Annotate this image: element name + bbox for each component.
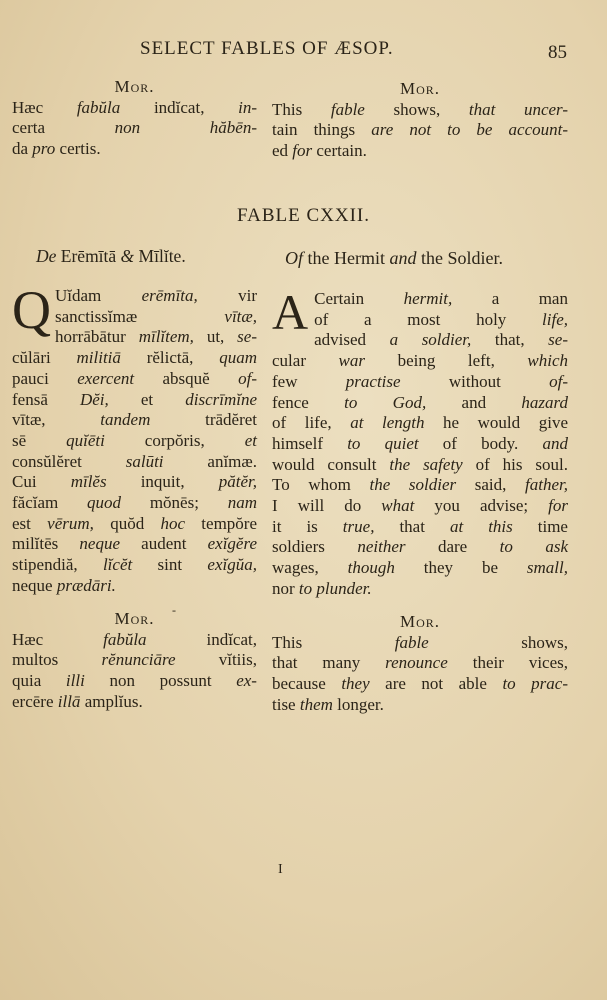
text-line: fence to God, and hazard bbox=[272, 392, 568, 412]
text-line: This fable shows, bbox=[272, 632, 568, 652]
stray-mark: - bbox=[172, 603, 176, 617]
signature-mark: I bbox=[278, 862, 283, 877]
text-line: consŭlĕret salūti anĭmæ. bbox=[12, 451, 257, 471]
moral-label: Mor. bbox=[399, 612, 441, 631]
text-line: horrābātur mīlĭtem, ut, se- bbox=[55, 327, 257, 347]
bottom-moral-latin bbox=[12, 609, 257, 713]
drop-cap: A bbox=[272, 284, 309, 340]
text-line: milĭtēs neque audent exĭgĕre bbox=[12, 534, 257, 554]
bottom-moral-english bbox=[272, 612, 568, 716]
text-line: Certain hermit, a man bbox=[314, 289, 568, 308]
text-line: of a most holy life, bbox=[314, 309, 568, 329]
text-line: it is true, that at this time bbox=[272, 516, 568, 536]
text-line: would consult the safety of his soul. bbox=[272, 454, 569, 474]
text-line: ercēre illā amplĭus. bbox=[12, 691, 143, 711]
text-line: wages, though they be small, bbox=[272, 558, 568, 578]
running-title: SELECT FABLES OF ÆSOP. bbox=[140, 38, 394, 59]
text-line: fensā Dĕi, et discrīmĭne bbox=[12, 389, 257, 409]
text-line: pauci exercent absquĕ of- bbox=[12, 368, 257, 388]
text-line: Cui mīlĕs inquit, pătĕr, bbox=[12, 472, 257, 492]
text-line: Hæc fabŭla indĭcat, bbox=[12, 629, 257, 649]
text-line: To whom the soldier said, father, bbox=[272, 475, 568, 495]
text-line: himself to quiet of body. and bbox=[272, 433, 568, 453]
text-line: stipendiă, lĭcĕt sint exĭgŭa, bbox=[12, 555, 257, 575]
english-title: Of the Hermit and the Soldier. bbox=[285, 248, 503, 268]
text-line: advised a soldier, that, se- bbox=[314, 330, 569, 350]
top-moral-english bbox=[272, 79, 568, 162]
english-text bbox=[272, 284, 569, 600]
text-line: sē quĭēti corpŏris, et bbox=[12, 430, 257, 450]
drop-cap: Q bbox=[12, 280, 51, 340]
text-line: făcĭam quod mŏnēs; nam bbox=[12, 493, 258, 513]
text-line: ed for certain. bbox=[272, 141, 367, 161]
latin-title: De Erēmītā & Mīlĭte. bbox=[36, 246, 186, 266]
moral-label: Mor. bbox=[114, 609, 155, 628]
text-line: quia illi non possunt ex- bbox=[12, 671, 257, 691]
text-line: soldiers neither dare to ask bbox=[272, 537, 568, 557]
text-line: tise them longer. bbox=[272, 694, 384, 714]
text-line: I will do what you advise; for bbox=[272, 496, 569, 516]
text-line: vītæ, tandem trādĕret bbox=[12, 410, 257, 430]
moral-label: Mor. bbox=[114, 77, 155, 96]
top-moral-latin bbox=[12, 77, 257, 160]
moral-text-english bbox=[272, 633, 568, 716]
page-header bbox=[0, 38, 607, 68]
text-line: sanctissĭmæ vītæ, bbox=[55, 306, 257, 326]
moral-text-english bbox=[272, 100, 568, 162]
moral-text-latin bbox=[12, 630, 257, 713]
text-line: multos rĕnunciāre vĭtiis, bbox=[12, 650, 257, 670]
text-line: because they are not able to prac- bbox=[272, 674, 569, 694]
text-line: cular war being left, which bbox=[272, 351, 568, 371]
text-line: This fable shows, that uncer- bbox=[272, 99, 568, 119]
fable-heading: FABLE CXXII. bbox=[236, 205, 371, 226]
text-line: Uĭdam erēmīta, vir bbox=[55, 286, 257, 305]
text-line: certa non hăbēn- bbox=[12, 118, 257, 138]
text-line: Hæc fabŭla indĭcat, in- bbox=[12, 97, 257, 117]
text-line: nor to plunder. bbox=[272, 578, 372, 598]
text-line: few practise without of- bbox=[272, 371, 568, 391]
moral-text-latin bbox=[12, 98, 257, 160]
text-line: da pro certis. bbox=[12, 139, 101, 159]
text-line: of life, at length he would give bbox=[272, 413, 568, 433]
text-line: cŭlāri militiā rĕlictā, quam bbox=[12, 348, 257, 368]
page-number: 85 bbox=[548, 42, 567, 63]
text-line: neque prædāri. bbox=[12, 575, 116, 595]
moral-label: Mor. bbox=[399, 79, 441, 98]
text-line: that many renounce their vices, bbox=[272, 653, 568, 673]
text-line: est vērum, quŏd hoc tempŏre bbox=[12, 513, 257, 533]
english-body bbox=[272, 284, 569, 600]
latin-body bbox=[12, 280, 258, 597]
text-line: tain things are not to be account- bbox=[272, 120, 569, 140]
